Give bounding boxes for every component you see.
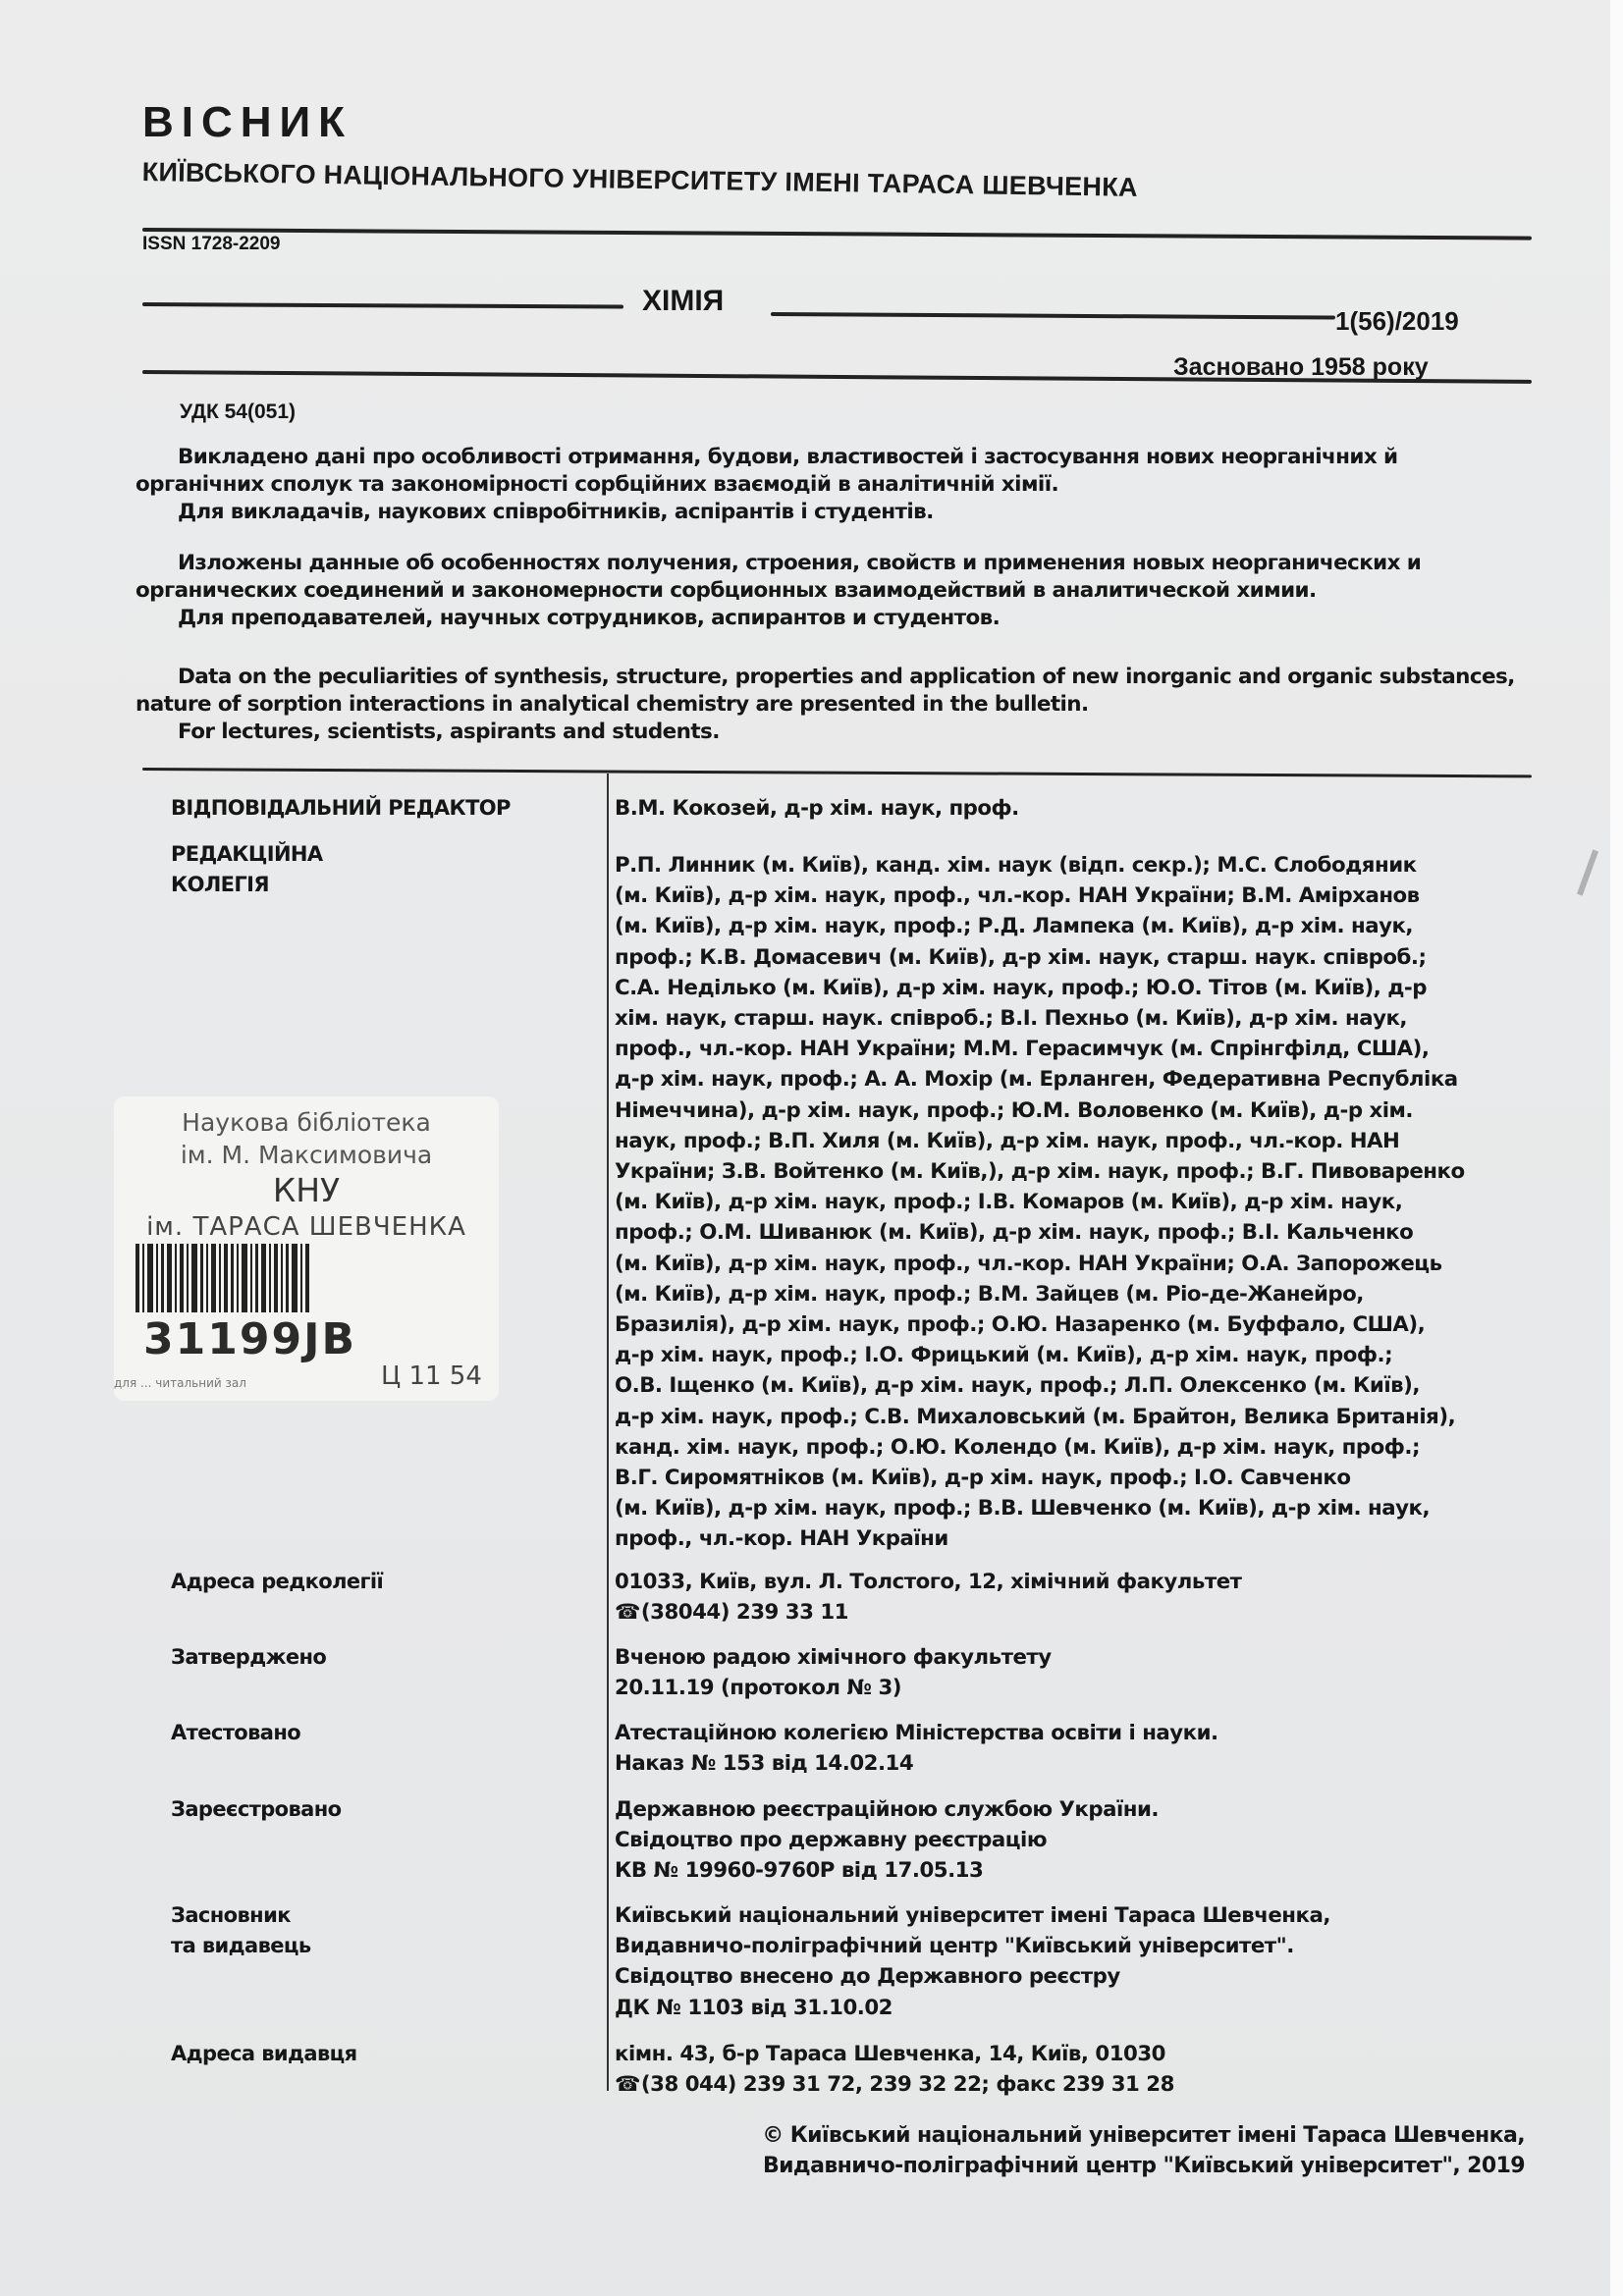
abstract-uk-text: Викладено дані про особливості отримання, будови, властивостей і застосування нових неорганічних й органічних сполук та закономірності сорбційних взаємодій в аналітичній хімії. <box>135 445 1398 497</box>
board-member-line: Р.П. Линник (м. Київ), канд. хім. наук (відп. секр.); М.С. Слободяник <box>615 853 1417 878</box>
abstract-ru-audience: Для преподавателей, научных сотрудников, аспирантов и студентов. <box>178 606 1001 630</box>
board-member-line: (м. Київ), д-р хім. наук, проф.; Р.Д. Лампека (м. Київ), д-р хім. наук, <box>615 914 1413 939</box>
certified-line1: Атестаційною колегією Міністерства освіти і науки. <box>615 1721 1218 1745</box>
barcode-bar <box>224 1244 228 1312</box>
board-member-line: проф., чл.-кор. НАН України; М.М. Герасимчук (м. Спрінгфілд, США), <box>615 1037 1430 1062</box>
barcode-bar <box>142 1244 144 1312</box>
board-member-line: (м. Київ), д-р хім. наук, проф.; В.В. Шевченко (м. Київ), д-р хім. наук, <box>615 1496 1431 1522</box>
barcode-bar <box>206 1244 208 1312</box>
stamp-small-text: для ... читальний зал <box>114 1376 246 1390</box>
abstract-en-audience: For lectures, scientists, aspirants and students. <box>178 720 720 744</box>
barcode-bar <box>255 1244 258 1312</box>
section-rule-right <box>771 312 1335 320</box>
issn: ISSN 1728-2209 <box>142 234 281 254</box>
board-member-line: (м. Київ), д-р хім. наук, проф., чл.-кор. НАН України; О.А. Запорожець <box>615 1251 1442 1276</box>
barcode-bar <box>274 1244 278 1312</box>
registered-line2: Свідоцтво про державну реєстрацію <box>615 1828 1048 1853</box>
barcode-bar <box>269 1244 271 1312</box>
barcode-bar <box>187 1244 189 1312</box>
barcode-bar <box>292 1244 298 1312</box>
barcode-bar <box>211 1244 216 1312</box>
board-member-line: (м. Київ), д-р хім. наук, проф., чл.-кор. НАН України; В.М. Амірханов <box>615 883 1420 909</box>
board-label-line2: КОЛЕГІЯ <box>171 873 269 896</box>
udk-code: УДК 54(051) <box>180 400 296 423</box>
board-phone-row <box>615 1597 1528 1628</box>
barcode-bar <box>161 1244 164 1312</box>
section-rule-left <box>142 302 623 309</box>
board-label <box>171 839 323 900</box>
board-address-label: Адреса редколегії <box>171 1570 384 1593</box>
editor-label: ВІДПОВІДАЛЬНИЙ РЕДАКТОР <box>171 796 511 820</box>
founder-label <box>171 1900 311 1961</box>
copyright-line1: © Київський національний університет імені Тараса Шевченка, <box>762 2123 1525 2148</box>
telephone-icon: ☎ <box>615 1600 641 1626</box>
board-member-line: д-р хім. наук, проф.; А. А. Мохір (м. Ерланген, Федеративна Республіка <box>615 1067 1458 1093</box>
library-stamp <box>114 1096 499 1401</box>
board-member-line: О.В. Іщенко (м. Київ), д-р хім. наук, проф.; Л.П. Олексенко (м. Київ), <box>615 1373 1420 1399</box>
barcode-bar <box>147 1244 153 1312</box>
founder-label-line1: Засновник <box>171 1903 291 1927</box>
barcode-bar <box>237 1244 239 1312</box>
publisher-address-text: кімн. 43, б-р Тараса Шевченка, 14, Київ, 01030 <box>615 2042 1166 2066</box>
barcode-bar <box>242 1244 247 1312</box>
barcode-bar <box>250 1244 252 1312</box>
board-member-line: д-р хім. наук, проф.; С.В. Михаловський (м. Брайтон, Велика Британія), <box>615 1404 1456 1429</box>
registered-value <box>615 1794 1528 1887</box>
barcode-bar <box>300 1244 302 1312</box>
copyright-line2: Видавничо-поліграфічний центр "Київський університет", 2019 <box>762 2154 1525 2178</box>
copyright <box>680 2120 1525 2181</box>
barcode-bar <box>191 1244 197 1312</box>
barcode <box>135 1244 440 1312</box>
board-member-line: проф.; К.В. Домасевич (м. Київ), д-р хім. наук, старш. наук. співроб.; <box>615 944 1427 970</box>
publisher-phone-row <box>615 2069 1528 2100</box>
barcode-bar <box>167 1244 172 1312</box>
barcode-bar <box>200 1244 203 1312</box>
board-member-line: С.А. Неділько (м. Київ), д-р хім. наук, проф.; Ю.О. Тітов (м. Київ), д-р <box>615 975 1428 1000</box>
board-members <box>615 850 1528 1555</box>
abstract-ru <box>135 550 1530 632</box>
board-phone: (38044) 239 33 11 <box>640 1600 848 1626</box>
publisher-phone: (38 044) 239 31 72, 239 32 22; факс 239 31 28 <box>640 2072 1174 2098</box>
stamp-inventory-number: 31199JB <box>143 1314 356 1364</box>
telephone-icon: ☎ <box>615 2072 641 2098</box>
registered-label: Зареєстровано <box>171 1797 342 1821</box>
abstract-en-text: Data on the peculiarities of synthesis, structure, properties and application of new inorganic and organic substances, nature of sorption interactions in analytical chemistry are presented in the bulletin. <box>135 665 1515 717</box>
board-member-line: (м. Київ), д-р хім. наук, проф.; В.М. Зайцев (м. Ріо-де-Жанейро, <box>615 1281 1364 1307</box>
founder-label-line2: та видавець <box>171 1934 311 1957</box>
barcode-bar <box>231 1244 234 1312</box>
journal-subtitle: КИЇВСЬКОГО НАЦІОНАЛЬНОГО УНІВЕРСИТЕТУ ІМЕНІ ТАРАСА ШЕВЧЕНКА <box>141 157 1139 202</box>
board-member-line: (м. Київ), д-р хім. наук, проф.; І.В. Комаров (м. Київ), д-р хім. наук, <box>615 1190 1403 1215</box>
founder-line2: Видавничо-поліграфічний центр "Київський університет". <box>615 1934 1294 1959</box>
certified-line2: Наказ № 153 від 14.02.14 <box>615 1751 914 1777</box>
abstract-en <box>135 664 1530 746</box>
publisher-address-label: Адреса видавця <box>171 2042 357 2065</box>
founder-line3: Свідоцтво внесено до Державного реєстру <box>615 1964 1120 1990</box>
board-member-line: наук, проф.; В.П. Хиля (м. Київ), д-р хім. наук, проф., чл.-кор. НАН <box>615 1128 1400 1153</box>
barcode-bar <box>261 1244 266 1312</box>
barcode-bar <box>135 1244 139 1312</box>
founder-line1: Київський національний університет імені Тараса Шевченка, <box>615 1903 1330 1928</box>
founded-year: Засновано 1958 року <box>1173 353 1429 381</box>
founder-value <box>615 1900 1528 2023</box>
journal-title: ВІСНИК <box>142 98 353 146</box>
board-member-line: України; З.В. Войтенко (м. Київ,), д-р хім. наук, проф.; В.Г. Пивоваренко <box>615 1159 1465 1185</box>
stamp-university-name: ім. ТАРАСА ШЕВЧЕНКА <box>146 1212 466 1242</box>
founder-line4: ДК № 1103 від 31.10.02 <box>615 1995 893 2020</box>
board-member-line: хім. наук, старш. наук. співроб.; В.І. Пехньо (м. Київ), д-р хім. наук, <box>615 1006 1408 1032</box>
page-edge-mark <box>1577 849 1598 895</box>
abstract-uk <box>135 444 1530 526</box>
certified-label: Атестовано <box>171 1721 301 1744</box>
registered-line1: Державною реєстраційною службою України. <box>615 1797 1159 1822</box>
board-member-line: проф., чл.-кор. НАН України <box>615 1526 948 1552</box>
board-member-line: д-р хім. наук, проф.; І.О. Фрицький (м. Київ), д-р хім. наук, проф.; <box>615 1343 1393 1368</box>
board-member-line: Бразилія), д-р хім. наук, проф.; О.Ю. Назаренко (м. Буффало, США), <box>615 1312 1426 1338</box>
imprint-divider <box>607 774 609 2091</box>
barcode-bar <box>175 1244 177 1312</box>
approved-line2: 20.11.19 (протокол № 3) <box>615 1676 901 1701</box>
barcode-bar <box>286 1244 289 1312</box>
board-address <box>615 1567 1528 1628</box>
issue-number: 1(56)/2019 <box>1335 306 1459 336</box>
board-member-line: проф.; О.М. Шиванюк (м. Київ), д-р хім. наук, проф.; В.І. Кальченко <box>615 1220 1414 1246</box>
board-label-line1: РЕДАКЦІЙНА <box>171 842 323 866</box>
barcode-bar <box>219 1244 221 1312</box>
board-member-line: Німеччина), д-р хім. наук, проф.; Ю.М. Воловенко (м. Київ), д-р хім. <box>615 1097 1414 1123</box>
registered-line3: КВ № 19960-9760Р від 17.05.13 <box>615 1858 984 1884</box>
imprint-rule <box>142 768 1532 777</box>
barcode-bar <box>281 1244 283 1312</box>
publisher-address <box>615 2039 1528 2100</box>
board-address-text: 01033, Київ, вул. Л. Толстого, 12, хімічний факультет <box>615 1570 1242 1594</box>
stamp-shelf-code: Ц 11 54 <box>381 1362 482 1391</box>
approved-line1: Вченою радою хімічного факультету <box>615 1645 1052 1670</box>
barcode-bar <box>156 1244 158 1312</box>
board-member-line: канд. хім. наук, проф.; О.Ю. Колендо (м. Київ), д-р хім. наук, проф.; <box>615 1434 1420 1460</box>
abstract-ru-text: Изложены данные об особенностях получения, строения, свойств и применения новых неорганических и органических соединений и закономерности сорбционных взаимодействий в аналитической химии. <box>135 551 1422 603</box>
approved-value <box>615 1642 1528 1703</box>
editor-value: В.М. Кокозей, д-р хім. наук, проф. <box>615 796 1019 821</box>
section-title: ХІМІЯ <box>642 285 725 317</box>
board-member-line: В.Г. Сиромятніков (м. Київ), д-р хім. наук, проф.; І.О. Савченко <box>615 1466 1351 1491</box>
stamp-library-name: Наукова бібліотека <box>182 1108 431 1137</box>
approved-label: Затверджено <box>171 1645 327 1669</box>
abstract-uk-audience: Для викладачів, наукових співробітників, аспірантів і студентів. <box>178 500 934 524</box>
header-rule-top <box>142 228 1532 240</box>
barcode-bar <box>180 1244 184 1312</box>
certified-value <box>615 1718 1528 1779</box>
barcode-bar <box>305 1244 309 1312</box>
stamp-library-namesake: ім. М. Максимовича <box>180 1141 433 1169</box>
stamp-university-abbr: КНУ <box>272 1171 341 1209</box>
